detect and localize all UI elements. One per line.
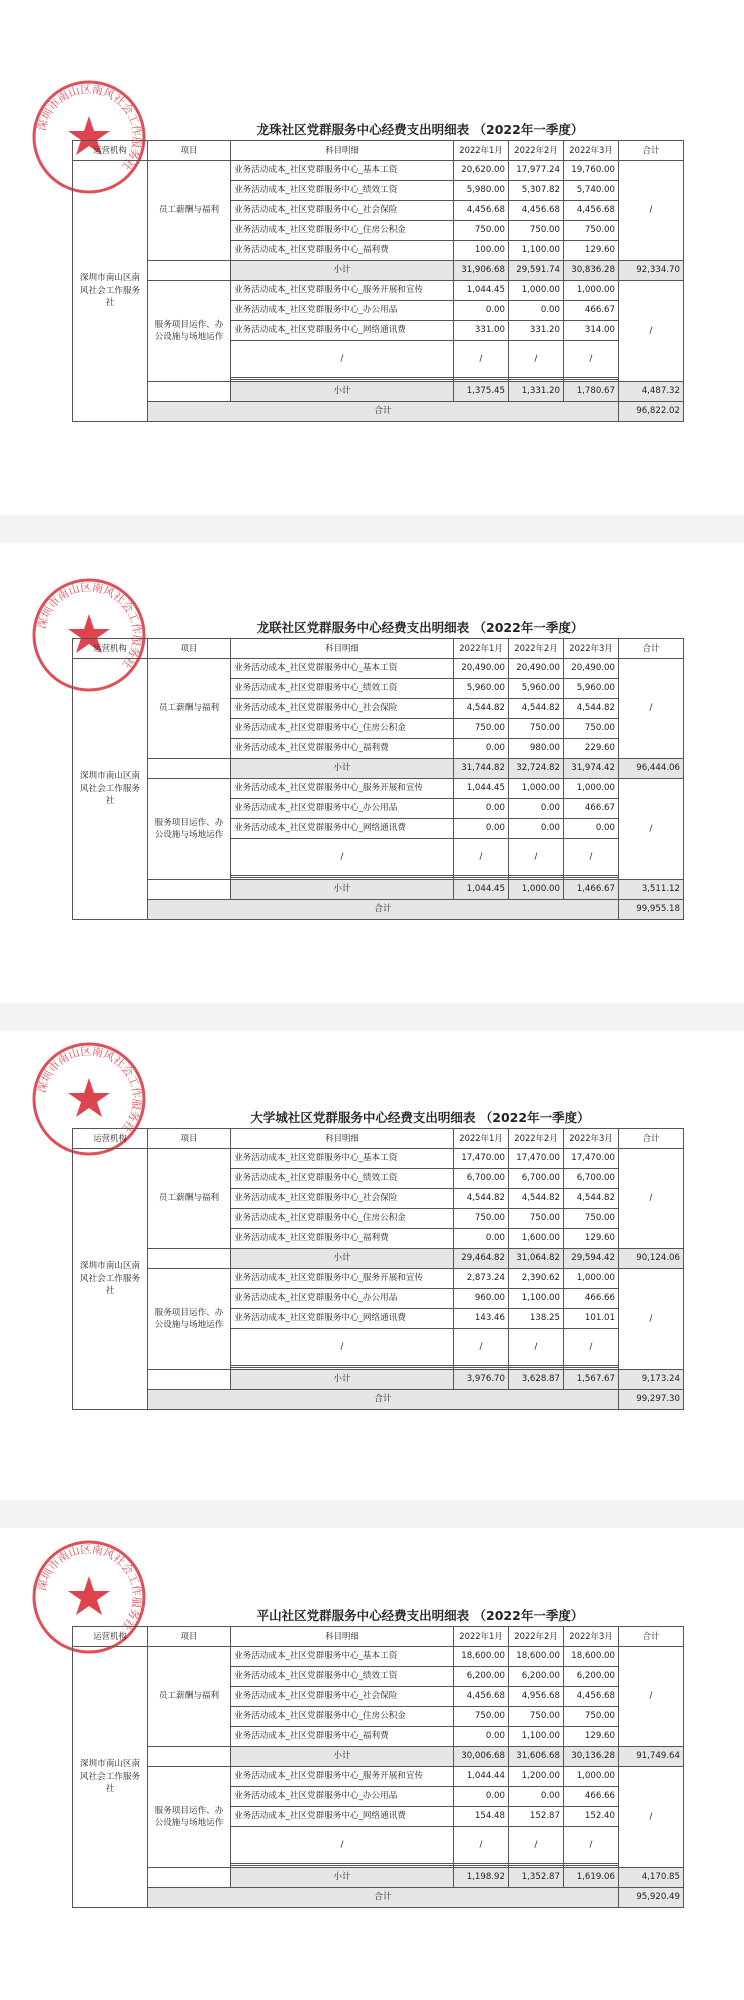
grand-total-value: 99,297.30 <box>619 1390 684 1410</box>
feb-cell: 750.00 <box>509 221 564 241</box>
jan-cell: 0.00 <box>454 1727 509 1747</box>
detail-cell: 业务活动成本_社区党群服务中心_服务开展和宣传 <box>231 281 454 301</box>
feb-cell: 5,307.82 <box>509 181 564 201</box>
subtotal-feb: 32,724.82 <box>509 759 564 779</box>
mar-cell: 1,000.00 <box>564 281 619 301</box>
mar-cell: 19,760.00 <box>564 161 619 181</box>
grand-total-label: 合计 <box>148 402 619 422</box>
jan-cell: 20,490.00 <box>454 659 509 679</box>
jan-cell: 750.00 <box>454 1209 509 1229</box>
table-row <box>73 281 684 301</box>
slash-cell: / <box>231 839 454 876</box>
jan-cell: 5,980.00 <box>454 181 509 201</box>
jan-cell: 143.46 <box>454 1309 509 1329</box>
header-mar: 2022年3月 <box>564 141 619 161</box>
svg-text:深圳市南山区南风社会工作服务社: 深圳市南山区南风社会工作服务社 <box>35 1542 144 1633</box>
detail-cell: 业务活动成本_社区党群服务中心_服务开展和宣传 <box>231 1269 454 1289</box>
feb-cell: 20,490.00 <box>509 659 564 679</box>
table-title: 龙联社区党群服务中心经费支出明细表 （2022年一季度） <box>256 620 584 635</box>
mar-cell: 466.66 <box>564 1787 619 1807</box>
jan-cell: 1,044.45 <box>454 281 509 301</box>
subtotal-label: 小计 <box>231 1868 454 1888</box>
table-row <box>73 161 684 181</box>
slash-cell: / <box>564 839 619 876</box>
feb-cell: 4,544.82 <box>509 699 564 719</box>
mar-cell: 18,600.00 <box>564 1647 619 1667</box>
svg-text:深圳市南山区南风社会工作服务社: 深圳市南山区南风社会工作服务社 <box>35 580 144 671</box>
feb-cell: 980.00 <box>509 739 564 759</box>
subtotal-total: 96,444.06 <box>619 759 684 779</box>
detail-cell: 业务活动成本_社区党群服务中心_网络通讯费 <box>231 321 454 341</box>
subtotal-mar: 1,567.67 <box>564 1370 619 1390</box>
detail-cell: 业务活动成本_社区党群服务中心_福利费 <box>231 1727 454 1747</box>
slash-cell: / <box>564 1827 619 1864</box>
slash-cell: / <box>454 1329 509 1366</box>
detail-cell: 业务活动成本_社区党群服务中心_住房公积金 <box>231 1707 454 1727</box>
detail-cell: 业务活动成本_社区党群服务中心_服务开展和宣传 <box>231 1767 454 1787</box>
subtotal-row <box>73 261 684 281</box>
subtotal-total: 91,749.64 <box>619 1747 684 1767</box>
detail-cell: 业务活动成本_社区党群服务中心_绩效工资 <box>231 1667 454 1687</box>
subtotal-jan: 1,198.92 <box>454 1868 509 1888</box>
subtotal-spacer <box>148 1249 231 1269</box>
header-org: 运营机构 <box>73 1627 148 1647</box>
jan-cell: 6,200.00 <box>454 1667 509 1687</box>
grand-total-row <box>73 402 684 422</box>
jan-cell: 17,470.00 <box>454 1149 509 1169</box>
svg-text:深圳市南山区南风社会工作服务社: 深圳市南山区南风社会工作服务社 <box>35 82 144 173</box>
feb-cell: 6,200.00 <box>509 1667 564 1687</box>
page-break-band <box>0 515 744 543</box>
header-org: 运营机构 <box>73 639 148 659</box>
grand-total-row <box>73 900 684 920</box>
subtotal-spacer <box>148 1370 231 1390</box>
header-row <box>73 141 684 161</box>
jan-cell: 960.00 <box>454 1289 509 1309</box>
slash-cell: / <box>454 341 509 378</box>
subtotal-label: 小计 <box>231 759 454 779</box>
header-row <box>73 1129 684 1149</box>
feb-cell: 4,544.82 <box>509 1189 564 1209</box>
table-title: 大学城社区党群服务中心经费支出明细表 （2022年一季度） <box>250 1110 590 1125</box>
header-detail: 科目明细 <box>231 141 454 161</box>
feb-cell: 1,100.00 <box>509 1289 564 1309</box>
feb-cell: 6,700.00 <box>509 1169 564 1189</box>
detail-cell: 业务活动成本_社区党群服务中心_办公用品 <box>231 1787 454 1807</box>
jan-cell: 1,044.44 <box>454 1767 509 1787</box>
mar-cell: 1,000.00 <box>564 1269 619 1289</box>
subtotal-feb: 31,606.68 <box>509 1747 564 1767</box>
mar-cell: 314.00 <box>564 321 619 341</box>
page-break-band <box>0 1003 744 1031</box>
mar-cell: 4,456.68 <box>564 201 619 221</box>
mar-cell: 152.40 <box>564 1807 619 1827</box>
mar-cell: 4,544.82 <box>564 699 619 719</box>
grand-total-row <box>73 1888 684 1908</box>
slash-cell: / <box>509 341 564 378</box>
group-label-operations: 服务项目运作、办公设施与场地运作 <box>148 1767 231 1868</box>
header-feb: 2022年2月 <box>509 1129 564 1149</box>
subtotal-spacer <box>148 880 231 900</box>
total-slash-cell: / <box>619 779 684 880</box>
jan-cell: 750.00 <box>454 221 509 241</box>
feb-cell: 0.00 <box>509 1787 564 1807</box>
subtotal-total: 4,487.32 <box>619 382 684 402</box>
feb-cell: 1,000.00 <box>509 281 564 301</box>
total-slash-cell: / <box>619 1149 684 1249</box>
detail-cell: 业务活动成本_社区党群服务中心_办公用品 <box>231 1289 454 1309</box>
jan-cell: 6,700.00 <box>454 1169 509 1189</box>
detail-cell: 业务活动成本_社区党群服务中心_网络通讯费 <box>231 1309 454 1329</box>
jan-cell: 5,960.00 <box>454 679 509 699</box>
subtotal-jan: 31,744.82 <box>454 759 509 779</box>
total-slash-cell: / <box>619 1647 684 1747</box>
feb-cell: 152.87 <box>509 1807 564 1827</box>
subtotal-jan: 31,906.68 <box>454 261 509 281</box>
feb-cell: 2,390.62 <box>509 1269 564 1289</box>
header-mar: 2022年3月 <box>564 639 619 659</box>
mar-cell: 129.60 <box>564 1229 619 1249</box>
jan-cell: 100.00 <box>454 241 509 261</box>
detail-cell: 业务活动成本_社区党群服务中心_社会保险 <box>231 201 454 221</box>
grand-total-value: 96,822.02 <box>619 402 684 422</box>
feb-cell: 1,100.00 <box>509 241 564 261</box>
expense-table <box>72 1626 684 1908</box>
header-row <box>73 1627 684 1647</box>
subtotal-mar: 29,594.42 <box>564 1249 619 1269</box>
total-slash-cell: / <box>619 659 684 759</box>
feb-cell: 4,956.68 <box>509 1687 564 1707</box>
subtotal-mar: 1,619.06 <box>564 1868 619 1888</box>
jan-cell: 0.00 <box>454 799 509 819</box>
feb-cell: 5,960.00 <box>509 679 564 699</box>
detail-cell: 业务活动成本_社区党群服务中心_基本工资 <box>231 161 454 181</box>
grand-total-row <box>73 1390 684 1410</box>
feb-cell: 1,200.00 <box>509 1767 564 1787</box>
feb-cell: 1,000.00 <box>509 779 564 799</box>
header-detail: 科目明细 <box>231 639 454 659</box>
jan-cell: 0.00 <box>454 1229 509 1249</box>
expense-table <box>72 140 684 422</box>
table-row <box>73 1149 684 1169</box>
jan-cell: 20,620.00 <box>454 161 509 181</box>
mar-cell: 0.00 <box>564 819 619 839</box>
detail-cell: 业务活动成本_社区党群服务中心_基本工资 <box>231 659 454 679</box>
detail-cell: 业务活动成本_社区党群服务中心_社会保险 <box>231 699 454 719</box>
total-slash-cell: / <box>619 1767 684 1868</box>
mar-cell: 750.00 <box>564 1209 619 1229</box>
subtotal-feb: 1,331.20 <box>509 382 564 402</box>
grand-total-label: 合计 <box>148 900 619 920</box>
header-total: 合计 <box>619 141 684 161</box>
jan-cell: 4,544.82 <box>454 1189 509 1209</box>
subtotal-total: 92,334.70 <box>619 261 684 281</box>
mar-cell: 6,200.00 <box>564 1667 619 1687</box>
subtotal-mar: 31,974.42 <box>564 759 619 779</box>
mar-cell: 750.00 <box>564 1707 619 1727</box>
subtotal-mar: 1,466.67 <box>564 880 619 900</box>
subtotal-feb: 1,352.87 <box>509 1868 564 1888</box>
table-row <box>73 1767 684 1787</box>
header-jan: 2022年1月 <box>454 1129 509 1149</box>
subtotal-total: 3,511.12 <box>619 880 684 900</box>
mar-cell: 466.67 <box>564 301 619 321</box>
group-label-salary: 员工薪酬与福利 <box>148 1149 231 1249</box>
header-detail: 科目明细 <box>231 1627 454 1647</box>
svg-text:深圳市南山区南风社会工作服务社: 深圳市南山区南风社会工作服务社 <box>35 1044 144 1135</box>
org-name-cell: 深圳市南山区南风社会工作服务社 <box>73 659 148 920</box>
subtotal-label: 小计 <box>231 261 454 281</box>
slash-cell: / <box>564 341 619 378</box>
expense-table <box>72 638 684 920</box>
subtotal-row <box>73 1868 684 1888</box>
jan-cell: 0.00 <box>454 301 509 321</box>
detail-cell: 业务活动成本_社区党群服务中心_住房公积金 <box>231 1209 454 1229</box>
header-org: 运营机构 <box>73 1129 148 1149</box>
table-row <box>73 779 684 799</box>
detail-cell: 业务活动成本_社区党群服务中心_社会保险 <box>231 1189 454 1209</box>
slash-cell: / <box>509 839 564 876</box>
mar-cell: 5,960.00 <box>564 679 619 699</box>
detail-cell: 业务活动成本_社区党群服务中心_绩效工资 <box>231 1169 454 1189</box>
header-total: 合计 <box>619 1627 684 1647</box>
feb-cell: 17,977.24 <box>509 161 564 181</box>
subtotal-row <box>73 759 684 779</box>
mar-cell: 6,700.00 <box>564 1169 619 1189</box>
subtotal-total: 90,124.06 <box>619 1249 684 1269</box>
subtotal-spacer <box>148 261 231 281</box>
header-feb: 2022年2月 <box>509 141 564 161</box>
subtotal-spacer <box>148 759 231 779</box>
subtotal-label: 小计 <box>231 1747 454 1767</box>
slash-cell: / <box>509 1827 564 1864</box>
jan-cell: 4,456.68 <box>454 1687 509 1707</box>
mar-cell: 17,470.00 <box>564 1149 619 1169</box>
org-name-cell: 深圳市南山区南风社会工作服务社 <box>73 161 148 422</box>
header-detail: 科目明细 <box>231 1129 454 1149</box>
subtotal-spacer <box>148 1747 231 1767</box>
header-feb: 2022年2月 <box>509 1627 564 1647</box>
slash-cell: / <box>454 1827 509 1864</box>
header-row <box>73 639 684 659</box>
grand-total-value: 95,920.49 <box>619 1888 684 1908</box>
mar-cell: 5,740.00 <box>564 181 619 201</box>
subtotal-label: 小计 <box>231 1370 454 1390</box>
subtotal-spacer <box>148 382 231 402</box>
jan-cell: 331.00 <box>454 321 509 341</box>
jan-cell: 1,044.45 <box>454 779 509 799</box>
slash-cell: / <box>231 1329 454 1366</box>
group-label-salary: 员工薪酬与福利 <box>148 161 231 261</box>
subtotal-row <box>73 880 684 900</box>
header-total: 合计 <box>619 1129 684 1149</box>
mar-cell: 1,000.00 <box>564 779 619 799</box>
mar-cell: 1,000.00 <box>564 1767 619 1787</box>
org-name-cell: 深圳市南山区南风社会工作服务社 <box>73 1647 148 1908</box>
subtotal-label: 小计 <box>231 382 454 402</box>
total-slash-cell: / <box>619 161 684 261</box>
header-org: 运营机构 <box>73 141 148 161</box>
slash-cell: / <box>231 1827 454 1864</box>
feb-cell: 18,600.00 <box>509 1647 564 1667</box>
table-row <box>73 1647 684 1667</box>
group-label-operations: 服务项目运作、办公设施与场地运作 <box>148 1269 231 1370</box>
detail-cell: 业务活动成本_社区党群服务中心_福利费 <box>231 241 454 261</box>
feb-cell: 0.00 <box>509 799 564 819</box>
header-jan: 2022年1月 <box>454 1627 509 1647</box>
detail-cell: 业务活动成本_社区党群服务中心_福利费 <box>231 1229 454 1249</box>
subtotal-spacer <box>148 1868 231 1888</box>
slash-cell: / <box>454 839 509 876</box>
total-slash-cell: / <box>619 281 684 382</box>
grand-total-value: 99,955.18 <box>619 900 684 920</box>
total-slash-cell: / <box>619 1269 684 1370</box>
subtotal-total: 9,173.24 <box>619 1370 684 1390</box>
jan-cell: 2,873.24 <box>454 1269 509 1289</box>
header-item: 项目 <box>148 1627 231 1647</box>
group-label-salary: 员工薪酬与福利 <box>148 1647 231 1747</box>
jan-cell: 0.00 <box>454 1787 509 1807</box>
grand-total-label: 合计 <box>148 1888 619 1908</box>
mar-cell: 20,490.00 <box>564 659 619 679</box>
group-label-operations: 服务项目运作、办公设施与场地运作 <box>148 281 231 382</box>
jan-cell: 154.48 <box>454 1807 509 1827</box>
feb-cell: 4,456.68 <box>509 201 564 221</box>
detail-cell: 业务活动成本_社区党群服务中心_绩效工资 <box>231 679 454 699</box>
jan-cell: 4,544.82 <box>454 699 509 719</box>
mar-cell: 129.60 <box>564 1727 619 1747</box>
subtotal-mar: 30,136.28 <box>564 1747 619 1767</box>
header-feb: 2022年2月 <box>509 639 564 659</box>
feb-cell: 750.00 <box>509 1707 564 1727</box>
detail-cell: 业务活动成本_社区党群服务中心_福利费 <box>231 739 454 759</box>
subtotal-label: 小计 <box>231 1249 454 1269</box>
subtotal-label: 小计 <box>231 880 454 900</box>
detail-cell: 业务活动成本_社区党群服务中心_网络通讯费 <box>231 819 454 839</box>
jan-cell: 0.00 <box>454 739 509 759</box>
table-row <box>73 1269 684 1289</box>
subtotal-row <box>73 1370 684 1390</box>
subtotal-feb: 1,000.00 <box>509 880 564 900</box>
slash-cell: / <box>231 341 454 378</box>
detail-cell: 业务活动成本_社区党群服务中心_住房公积金 <box>231 221 454 241</box>
subtotal-mar: 30,836.28 <box>564 261 619 281</box>
header-mar: 2022年3月 <box>564 1129 619 1149</box>
detail-cell: 业务活动成本_社区党群服务中心_绩效工资 <box>231 181 454 201</box>
header-item: 项目 <box>148 639 231 659</box>
org-name-cell: 深圳市南山区南风社会工作服务社 <box>73 1149 148 1410</box>
subtotal-jan: 3,976.70 <box>454 1370 509 1390</box>
detail-cell: 业务活动成本_社区党群服务中心_办公用品 <box>231 301 454 321</box>
subtotal-feb: 3,628.87 <box>509 1370 564 1390</box>
detail-cell: 业务活动成本_社区党群服务中心_办公用品 <box>231 799 454 819</box>
detail-cell: 业务活动成本_社区党群服务中心_网络通讯费 <box>231 1807 454 1827</box>
mar-cell: 750.00 <box>564 221 619 241</box>
jan-cell: 750.00 <box>454 719 509 739</box>
group-label-salary: 员工薪酬与福利 <box>148 659 231 759</box>
feb-cell: 750.00 <box>509 719 564 739</box>
subtotal-jan: 30,006.68 <box>454 1747 509 1767</box>
subtotal-feb: 29,591.74 <box>509 261 564 281</box>
mar-cell: 4,456.68 <box>564 1687 619 1707</box>
mar-cell: 466.67 <box>564 799 619 819</box>
jan-cell: 0.00 <box>454 819 509 839</box>
feb-cell: 1,600.00 <box>509 1229 564 1249</box>
subtotal-mar: 1,780.67 <box>564 382 619 402</box>
feb-cell: 1,100.00 <box>509 1727 564 1747</box>
feb-cell: 0.00 <box>509 819 564 839</box>
feb-cell: 331.20 <box>509 321 564 341</box>
subtotal-total: 4,170.85 <box>619 1868 684 1888</box>
expense-table <box>72 1128 684 1410</box>
header-mar: 2022年3月 <box>564 1627 619 1647</box>
table-title: 龙珠社区党群服务中心经费支出明细表 （2022年一季度） <box>256 122 584 137</box>
jan-cell: 4,456.68 <box>454 201 509 221</box>
page-break-band <box>0 1500 744 1528</box>
subtotal-jan: 29,464.82 <box>454 1249 509 1269</box>
header-item: 项目 <box>148 1129 231 1149</box>
detail-cell: 业务活动成本_社区党群服务中心_基本工资 <box>231 1149 454 1169</box>
feb-cell: 17,470.00 <box>509 1149 564 1169</box>
subtotal-row <box>73 382 684 402</box>
mar-cell: 4,544.82 <box>564 1189 619 1209</box>
detail-cell: 业务活动成本_社区党群服务中心_住房公积金 <box>231 719 454 739</box>
group-label-operations: 服务项目运作、办公设施与场地运作 <box>148 779 231 880</box>
mar-cell: 466.66 <box>564 1289 619 1309</box>
header-item: 项目 <box>148 141 231 161</box>
header-total: 合计 <box>619 639 684 659</box>
subtotal-jan: 1,044.45 <box>454 880 509 900</box>
table-row <box>73 659 684 679</box>
mar-cell: 229.60 <box>564 739 619 759</box>
jan-cell: 750.00 <box>454 1707 509 1727</box>
detail-cell: 业务活动成本_社区党群服务中心_基本工资 <box>231 1647 454 1667</box>
subtotal-row <box>73 1747 684 1767</box>
mar-cell: 101.01 <box>564 1309 619 1329</box>
feb-cell: 750.00 <box>509 1209 564 1229</box>
slash-cell: / <box>564 1329 619 1366</box>
slash-cell: / <box>509 1329 564 1366</box>
feb-cell: 0.00 <box>509 301 564 321</box>
jan-cell: 18,600.00 <box>454 1647 509 1667</box>
header-jan: 2022年1月 <box>454 141 509 161</box>
mar-cell: 750.00 <box>564 719 619 739</box>
detail-cell: 业务活动成本_社区党群服务中心_服务开展和宣传 <box>231 779 454 799</box>
header-jan: 2022年1月 <box>454 639 509 659</box>
subtotal-feb: 31,064.82 <box>509 1249 564 1269</box>
subtotal-jan: 1,375.45 <box>454 382 509 402</box>
subtotal-row <box>73 1249 684 1269</box>
table-title: 平山社区党群服务中心经费支出明细表 （2022年一季度） <box>256 1608 584 1623</box>
detail-cell: 业务活动成本_社区党群服务中心_社会保险 <box>231 1687 454 1707</box>
feb-cell: 138.25 <box>509 1309 564 1329</box>
mar-cell: 129.60 <box>564 241 619 261</box>
grand-total-label: 合计 <box>148 1390 619 1410</box>
